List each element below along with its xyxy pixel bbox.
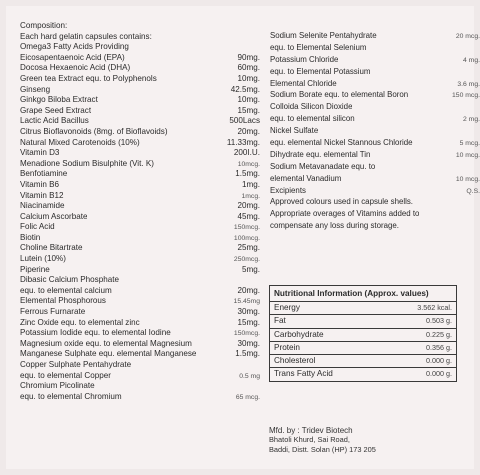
nutrient-name: Cholesterol <box>274 356 316 366</box>
ingredient-row <box>20 53 260 64</box>
ingredient-row <box>20 339 260 350</box>
ingredient-name: Sodium Selenite Pentahydrate <box>270 31 377 40</box>
ingredient-name: Nickel Sulfate <box>270 126 319 136</box>
ingredient-row <box>270 101 480 113</box>
ingredient-amount: 5mg. <box>242 264 260 274</box>
ingredient-amount: 5 mcg. <box>459 140 480 148</box>
ingredient-row <box>20 42 260 53</box>
ingredient-name: Natural Mixed Carotenoids (10%) <box>20 137 140 147</box>
ingredient-row <box>20 148 260 159</box>
ingredient-name: Vitamin D3 <box>20 148 60 158</box>
ingredient-amount: 60mg. <box>237 63 260 73</box>
ingredient-name: Potassium Chloride <box>270 54 339 64</box>
ingredient-amount: 42.5mg. <box>230 84 260 94</box>
ingredient-amount: 10 mcg. <box>455 151 480 159</box>
ingredient-row <box>270 30 480 42</box>
ingredient-row <box>20 201 260 212</box>
ingredient-row <box>20 349 260 360</box>
ingredient-amount: 15mg. <box>237 317 260 327</box>
ingredient-name: equ. to Elemental Selenium <box>270 42 367 52</box>
ingredient-name: Vitamin B6 <box>20 179 59 189</box>
ingredient-name: Docosa Hexaenoic Acid (DHA) <box>20 63 131 73</box>
ingredient-name: equ. to elemental Chromium <box>20 391 122 401</box>
ingredient-row <box>20 127 260 138</box>
ingredient-name: compensate any loss during storage. <box>270 221 399 231</box>
manufacturer-block <box>269 426 469 454</box>
label-panel <box>6 6 480 469</box>
ingredient-name: Benfotiamine <box>20 169 68 179</box>
ingredient-row <box>20 243 260 254</box>
ingredient-name: Lutein (10%) <box>20 254 66 264</box>
ingredient-name: Citrus Bioflavonoids (8mg. of Bioflavoids) <box>20 126 168 136</box>
ingredient-row <box>270 89 480 101</box>
ingredient-amount: 65 mcg. <box>235 393 260 401</box>
ingredient-row <box>270 78 480 90</box>
nutrient-name: Protein <box>274 342 300 352</box>
ingredient-amount: 500Lacs <box>229 116 260 126</box>
ingredient-amount: 25mg. <box>237 243 260 253</box>
ingredient-amount: 200I.U. <box>233 148 260 158</box>
ingredient-row <box>20 360 260 371</box>
ingredient-row <box>20 286 260 297</box>
ingredient-name: Eicosapentaenoic Acid (EPA) <box>20 52 125 62</box>
ingredient-row <box>270 220 480 232</box>
ingredient-name: Niacinamide <box>20 201 65 211</box>
ingredient-name: Biotin <box>20 232 41 242</box>
ingredient-row <box>20 392 260 403</box>
ingredient-amount: 1mcg. <box>241 192 260 200</box>
ingredient-name: equ. to elemental calcium <box>20 285 112 295</box>
ingredient-row <box>20 95 260 106</box>
ingredient-amount: 150mcg. <box>233 330 260 338</box>
ingredient-name: Colloida Silicon Dioxide <box>270 102 353 112</box>
ingredient-amount: 10mg. <box>237 95 260 105</box>
ingredient-name: Potassium Iodide equ. to elemental Iodine <box>20 328 171 338</box>
nutrition-row <box>270 355 456 368</box>
ingredient-amount: 1mg. <box>242 179 260 189</box>
ingredient-name: equ. to elemental silicon <box>270 114 355 124</box>
ingredient-amount: Q.S. <box>466 187 480 195</box>
ingredient-amount: 10mg. <box>237 73 260 83</box>
ingredient-name: Ginkgo Biloba Extract <box>20 95 98 105</box>
ingredient-name: Copper Sulphate Pentahydrate <box>20 360 132 369</box>
ingredient-name: equ. to elemental Copper <box>20 370 111 380</box>
ingredient-name: Each hard gelatin capsules contains: <box>20 31 152 41</box>
ingredient-row <box>20 233 260 244</box>
nutrient-name: Carbohydrate <box>274 329 324 339</box>
ingredient-amount: 15.45mg <box>233 298 260 306</box>
manufacturer-address-2: Baddi, Distt. Solan (HP) 173 205 <box>269 444 376 454</box>
nutrition-row <box>270 329 456 342</box>
ingredient-name: Grape Seed Extract <box>20 105 92 115</box>
ingredient-row <box>20 32 260 43</box>
ingredient-row <box>20 21 260 32</box>
nutrient-name: Trans Fatty Acid <box>274 369 333 379</box>
manufacturer-name: Mfd. by : Tridev Biotech <box>269 426 353 435</box>
ingredient-name: Menadione Sodium Bisulphite (Vit. K) <box>20 158 154 168</box>
ingredient-name: Ferrous Furnarate <box>20 307 86 317</box>
ingredient-amount: 15mg. <box>237 105 260 115</box>
ingredient-name: Excipients <box>270 185 306 195</box>
nutrient-name: Energy <box>274 303 300 312</box>
ingredient-name: Lactic Acid Bacillus <box>20 116 89 126</box>
ingredient-amount: 1.5mg. <box>235 169 260 179</box>
ingredient-name: Dibasic Calcium Phosphate <box>20 275 119 285</box>
ingredient-row <box>20 212 260 223</box>
nutrition-rows <box>270 302 456 381</box>
ingredient-name: Composition: <box>20 21 68 30</box>
ingredient-row <box>270 42 480 54</box>
ingredient-name: Sodium Borate equ. to elemental Boron <box>270 90 409 100</box>
ingredient-row <box>270 137 480 149</box>
ingredient-name: Appropriate overages of Vitamins added to <box>270 209 420 219</box>
ingredient-amount: 30mg. <box>237 307 260 317</box>
ingredient-name: equ. elemental Nickel Stannous Chloride <box>270 138 413 148</box>
ingredient-name: Dihydrate equ. elemental Tin <box>270 149 371 159</box>
ingredient-row <box>20 254 260 265</box>
nutrient-value: 0.000 g. <box>426 369 452 379</box>
ingredient-amount: 2 mg. <box>463 116 480 124</box>
ingredient-row <box>20 116 260 127</box>
ingredient-amount: 30mg. <box>237 338 260 348</box>
nutrition-row <box>270 342 456 355</box>
nutrient-value: 0.000 g. <box>426 356 452 366</box>
ingredient-row <box>270 161 480 173</box>
ingredient-name: Choline Bitartrate <box>20 243 83 253</box>
ingredient-amount: 10mcg. <box>237 160 260 168</box>
ingredient-row <box>20 138 260 149</box>
ingredient-amount: 0.5 mg <box>239 372 260 380</box>
ingredient-name: Folic Acid <box>20 222 55 232</box>
ingredient-amount: 4 mg. <box>463 56 480 64</box>
nutrition-title: Nutritional Information (Approx. values) <box>270 286 456 302</box>
ingredient-name: Zinc Oxide equ. to elemental zinc <box>20 317 140 327</box>
ingredient-row <box>20 275 260 286</box>
ingredient-row <box>270 54 480 66</box>
ingredient-row <box>20 63 260 74</box>
ingredient-name: Piperine <box>20 264 50 274</box>
nutrient-name: Fat <box>274 316 286 326</box>
ingredient-name: Elemental Chloride <box>270 78 337 88</box>
ingredient-name: Ginseng <box>20 84 51 94</box>
ingredient-row <box>20 74 260 85</box>
ingredient-row <box>20 381 260 392</box>
ingredient-row <box>20 371 260 382</box>
ingredient-name: elemental Vanadium <box>270 173 342 183</box>
ingredient-row <box>20 180 260 191</box>
ingredient-amount: 11.33mg. <box>226 137 260 147</box>
manufacturer-address-1: Bhatoli Khurd, Sai Road, <box>269 435 350 445</box>
ingredient-name: Omega3 Fatty Acids Providing <box>20 42 129 52</box>
ingredient-row <box>20 328 260 339</box>
nutrient-value: 0.503 g. <box>426 316 452 326</box>
ingredient-row <box>20 159 260 170</box>
ingredient-amount: 45mg. <box>237 211 260 221</box>
nutrition-row <box>270 315 456 328</box>
ingredient-row <box>270 113 480 125</box>
ingredient-row <box>20 307 260 318</box>
ingredient-row <box>270 66 480 78</box>
ingredient-row <box>270 173 480 185</box>
ingredient-name: Magnesium oxide equ. to elemental Magnesium <box>20 338 192 348</box>
ingredient-row <box>20 191 260 202</box>
ingredient-amount: 20 mcg. <box>455 33 480 40</box>
ingredient-name: equ. to Elemental Potassium <box>270 66 371 76</box>
ingredient-amount: 20mg. <box>237 285 260 295</box>
ingredient-amount: 20mg. <box>237 126 260 136</box>
ingredient-name: Chromium Picolinate <box>20 381 95 391</box>
ingredient-amount: 10 mcg. <box>455 175 480 183</box>
composition-right-column <box>270 30 480 232</box>
ingredient-row <box>270 149 480 161</box>
ingredient-amount: 90mg. <box>237 52 260 62</box>
ingredient-amount: 3.6 mg. <box>457 80 480 88</box>
ingredient-amount: 20mg. <box>237 201 260 211</box>
nutrient-value: 3.562 kcal. <box>417 303 452 312</box>
ingredient-amount: 100mcg. <box>233 234 260 242</box>
nutrition-row <box>270 302 456 315</box>
ingredient-name: Approved colours used in capsule shells. <box>270 197 413 207</box>
composition-left-column <box>20 21 260 402</box>
ingredient-row <box>20 222 260 233</box>
ingredient-amount: 150 mcg. <box>452 92 480 100</box>
ingredient-row <box>20 265 260 276</box>
ingredient-row <box>20 318 260 329</box>
nutrient-value: 0.356 g. <box>426 342 452 352</box>
nutrient-value: 0.225 g. <box>426 329 452 339</box>
ingredient-row <box>20 85 260 96</box>
ingredient-name: Green tea Extract equ. to Polyphenols <box>20 73 157 83</box>
ingredient-amount: 250mcg. <box>233 256 260 264</box>
ingredient-name: Elemental Phosphorous <box>20 296 106 306</box>
ingredient-row <box>20 106 260 117</box>
ingredient-row <box>20 296 260 307</box>
ingredient-amount: 150mcg. <box>233 224 260 232</box>
ingredient-row <box>20 169 260 180</box>
ingredient-name: Vitamin B12 <box>20 190 64 200</box>
ingredient-name: Sodium Metavanadate equ. to <box>270 161 376 171</box>
nutrition-table <box>269 285 457 382</box>
ingredient-row <box>270 185 480 197</box>
ingredient-row <box>270 196 480 208</box>
ingredient-name: Manganese Sulphate equ. elemental Manganese <box>20 349 197 359</box>
ingredient-row <box>270 208 480 220</box>
ingredient-amount: 1.5mg. <box>235 349 260 359</box>
ingredient-row <box>270 125 480 137</box>
nutrition-row <box>270 368 456 380</box>
ingredient-name: Calcium Ascorbate <box>20 211 88 221</box>
